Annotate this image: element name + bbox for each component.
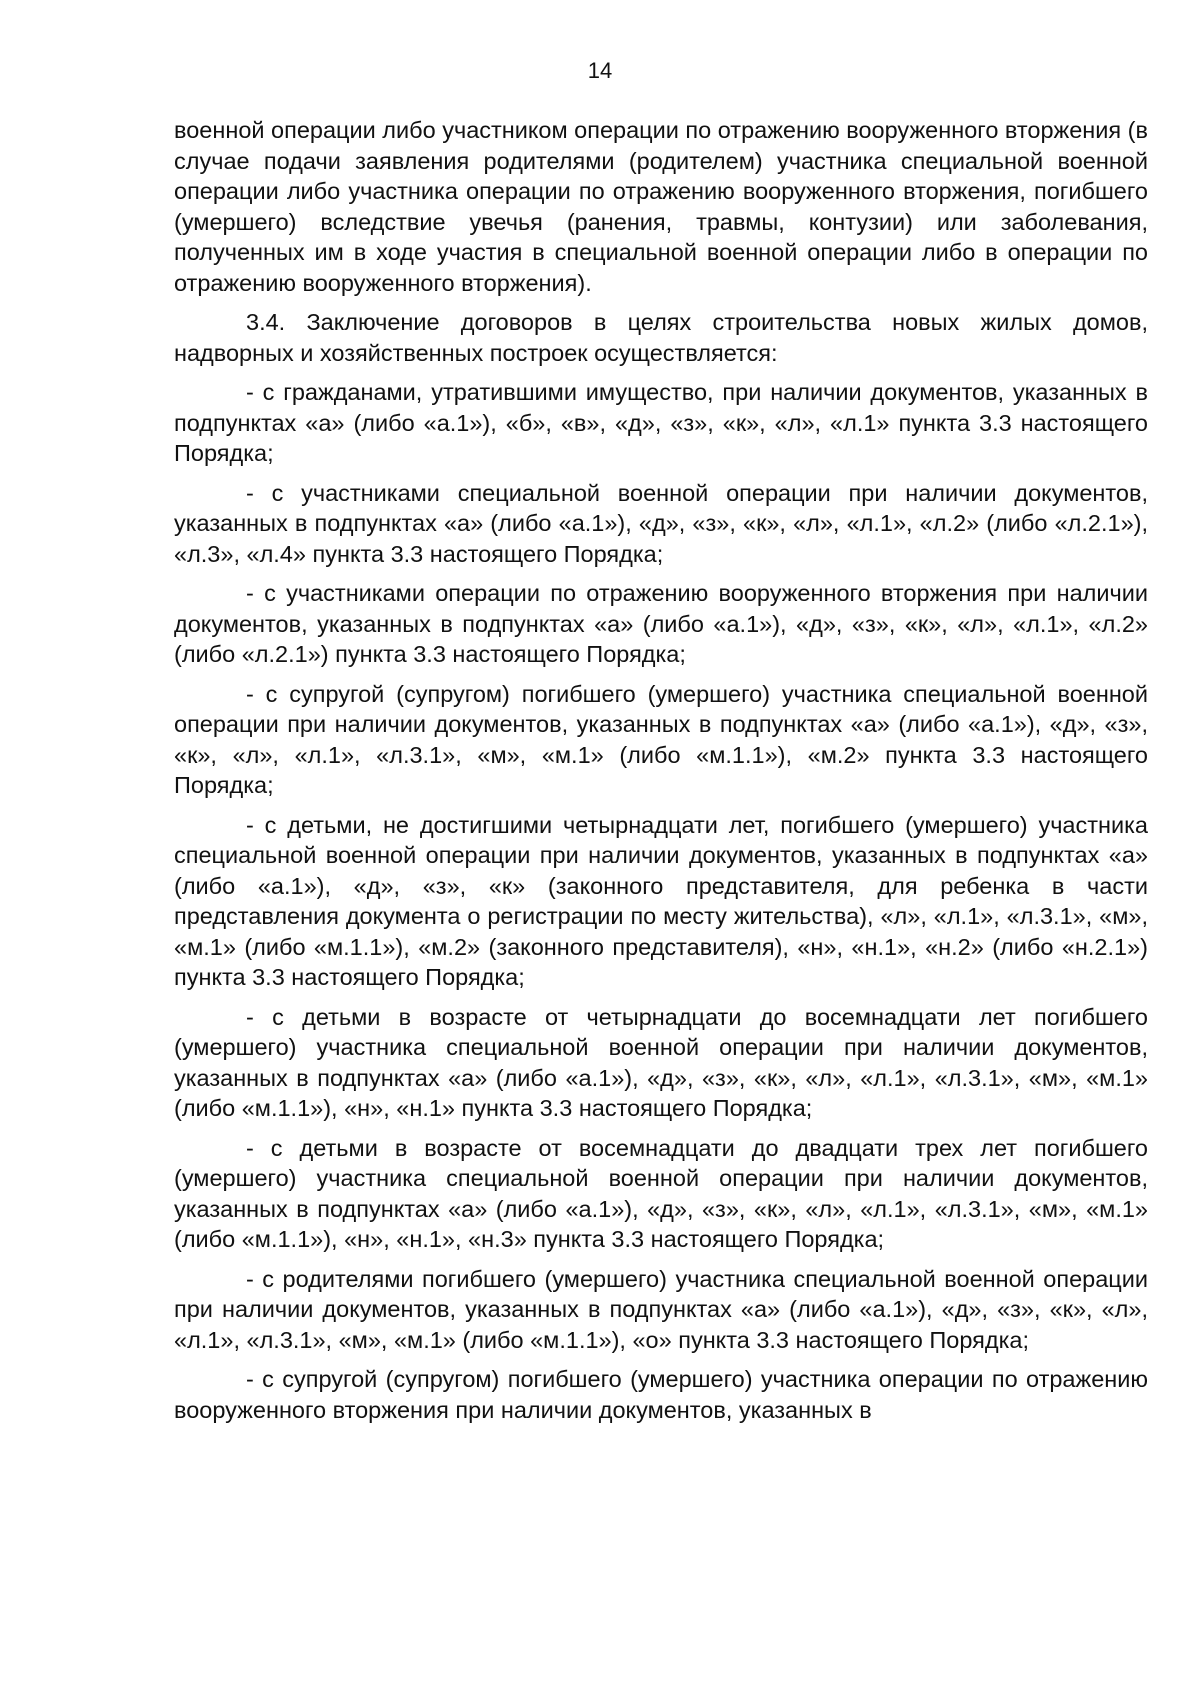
list-item-children-18-23: - с детьми в возрасте от восемнадцати до двадцати трех лет погибшего (умершего) участника специальной военной операции при наличии документов, указанных в подпунктах «а» (либо «а.1»), «д», «з», «к», «л», «л.1», «л.3.1», «м», «м.1» (либо «м.1.1»), «н», «н.1», «н.3» пункта 3.3 настоящего Порядка; xyxy=(174,1134,1148,1252)
document-body xyxy=(174,115,1148,1425)
list-item-svo-parents: - с родителями погибшего (умершего) участника специальной военной операции при наличии документов, указанных в подпунктах «а» (либо «а.1»), «д», «з», «к», «л», «л.1», «л.3.1», «м», «м.1» (либо «м.1.1»), «о» пункта 3.3 настоящего Порядка; xyxy=(174,1265,1148,1353)
list-item-children-14-18: - с детьми в возрасте от четырнадцати до восемнадцати лет погибшего (умершего) участника специальной военной операции при наличии документов, указанных в подпунктах «а» (либо «а.1»), «д», «з», «к», «л», «л.1», «л.3.1», «м», «м.1» (либо «м.1.1»), «н», «н.1» пункта 3.3 настоящего Порядка; xyxy=(174,1003,1148,1121)
list-item-children-under-14: - с детьми, не достигшими четырнадцати лет, погибшего (умершего) участника специальной военной операции при наличии документов, указанных в подпунктах «а» (либо «а.1»), «д», «з», «к» (законного представителя, для ребенка в части представления документа о регистрации по месту жительства), «л», «л.1», «л.3.1», «м», «м.1» (либо «м.1.1»), «м.2» (законного представителя), «н», «н.1», «н.2» (либо «н.2.1») пункта 3.3 настоящего Порядка; xyxy=(174,811,1148,990)
paragraph-continuation: военной операции либо участником операции по отражению вооруженного вторжения (в случае подачи заявления родителями (родителем) участника специальной военной операции либо участника операции по отражению вооруженного вторжения, погибшего (умершего) вследствие увечья (ранения, травмы, контузии) или заболевания, полученных им в ходе участия в специальной военной операции либо в операции по отражению вооруженного вторжения). xyxy=(174,117,1148,296)
paragraph-3-4: 3.4. Заключение договоров в целях строительства новых жилых домов, надворных и хозяйственных построек осуществляется: xyxy=(174,309,1148,366)
page-number: 14 xyxy=(587,58,613,83)
list-item-invasion-participants: - с участниками операции по отражению вооруженного вторжения при наличии документов, указанных в подпунктах «а» (либо «а.1»), «д», «з», «к», «л», «л.1», «л.2» (либо «л.2.1») пункта 3.3 настоящего Порядка; xyxy=(174,580,1148,667)
list-item-svo-participants: - с участниками специальной военной операции при наличии документов, указанных в подпунктах «а» (либо «а.1»), «д», «з», «к», «л», «л.1», «л.2» (либо «л.2.1»), «л.3», «л.4» пункта 3.3 настоящего Порядка; xyxy=(174,479,1148,567)
list-item-citizens: - с гражданами, утратившими имущество, при наличии документов, указанных в подпунктах «а» (либо «а.1»), «б», «в», «д», «з», «к», «л», «л.1» пункта 3.3 настоящего Порядка; xyxy=(174,379,1148,466)
list-item-invasion-spouse: - с супругой (супругом) погибшего (умершего) участника операции по отражению вооруженного вторжения при наличии документов, указанных в xyxy=(174,1366,1148,1423)
list-item-svo-spouse: - с супругой (супругом) погибшего (умершего) участника специальной военной операции при наличии документов, указанных в подпунктах «а» (либо «а.1»), «д», «з», «к», «л», «л.1», «л.3.1», «м», «м.1» (либо «м.1.1»), «м.2» пункта 3.3 настоящего Порядка; xyxy=(174,680,1148,798)
